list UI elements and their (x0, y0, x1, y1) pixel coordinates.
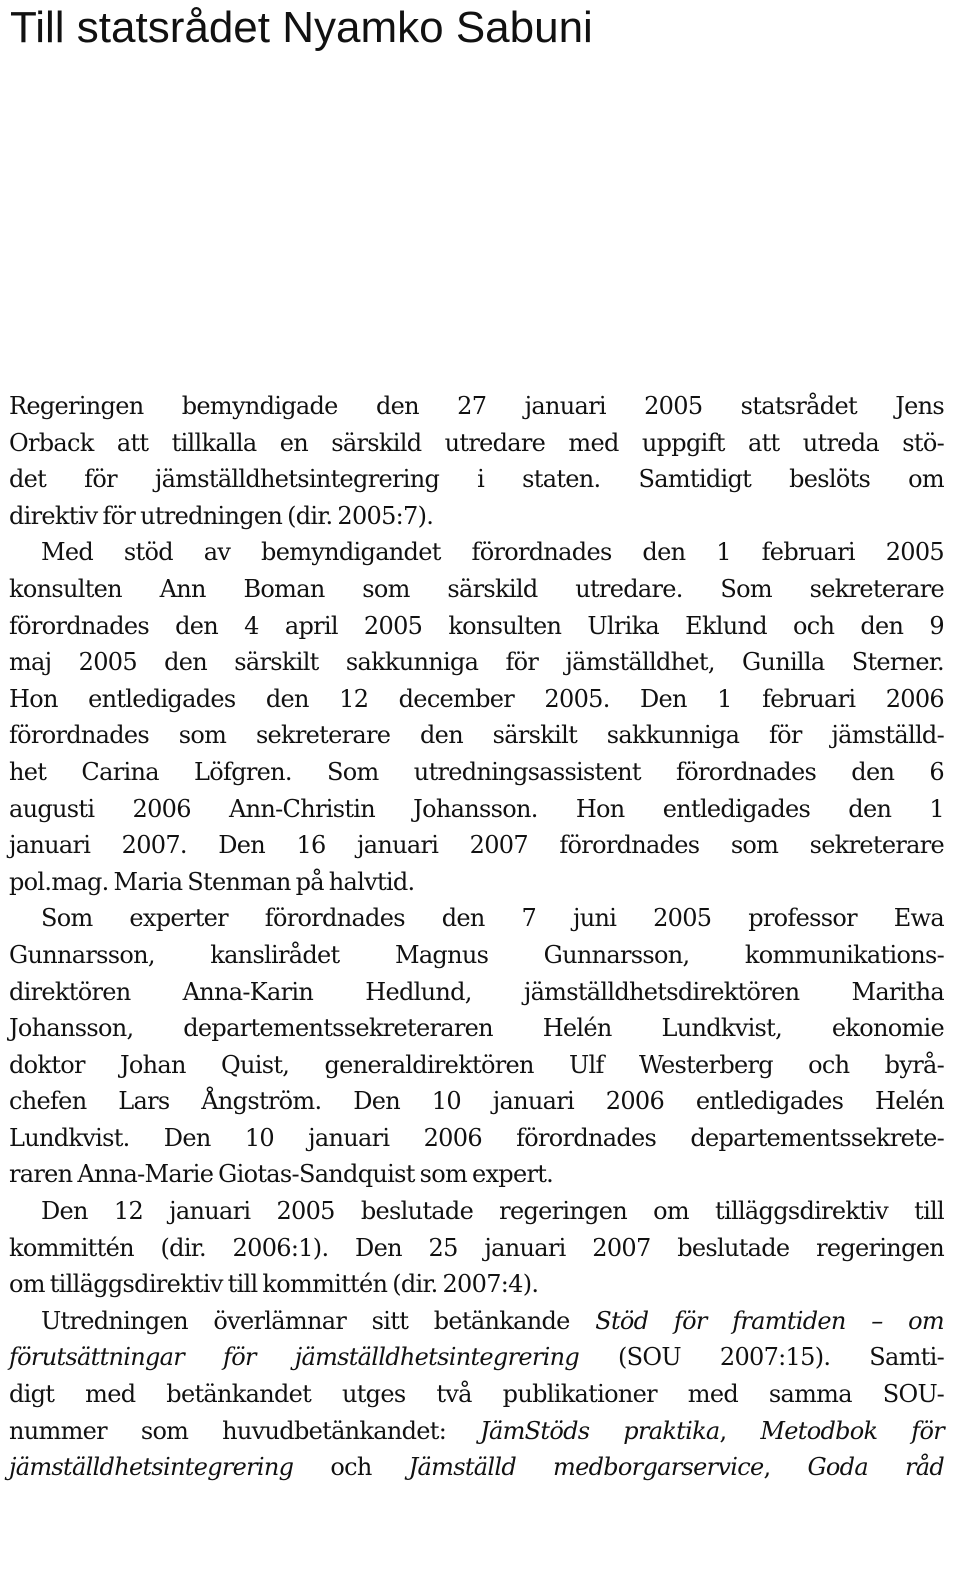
text-line: Med stöd av bemyndigandet förordnades den 1 februari 2005 (41, 538, 944, 567)
text-line: konsulten Ann Boman som särskild utredare. Som sekreterare (9, 574, 944, 603)
report-title-segment: förutsättningar för jämställdhetsintegrering (9, 1343, 580, 1372)
text-line: det för jämställdhetsintegrering i staten. Samtidigt beslöts om (9, 465, 944, 494)
text-line (9, 1413, 944, 1450)
text-line: Gunnarsson, kanslirådet Magnus Gunnarsson, kommunikations- (9, 940, 944, 969)
text-line: direktiv för utredningen (dir. 2005:7). (9, 501, 434, 530)
paragraph-appointment-mandate (9, 388, 944, 534)
text-line: direktören Anna-Karin Hedlund, jämställdhetsdirektören Maritha (9, 977, 944, 1006)
text-line: förordnades den 4 april 2005 konsulten Ulrika Eklund och den 9 (9, 611, 944, 640)
publication-title: Metodbok för (760, 1416, 945, 1445)
text-line: pol.mag. Maria Stenman på halvtid. (9, 867, 415, 896)
text-segment: och (293, 1453, 409, 1482)
text-line: chefen Lars Ångström. Den 10 januari 2006 entledigades Helén (9, 1087, 944, 1116)
text-segment: nummer som huvudbetänkandet: (9, 1416, 481, 1445)
text-line: Den 12 januari 2005 beslutade regeringen om tilläggsdirektiv till (41, 1197, 944, 1226)
text-line: Som experter förordnades den 7 juni 2005 professor Ewa (41, 904, 944, 933)
text-line: januari 2007. Den 16 januari 2007 förordnades som sekreterare (9, 831, 944, 860)
paragraph-report-submission (9, 1303, 944, 1486)
text-line: het Carina Löfgren. Som utredningsassistent förordnades den 6 (9, 757, 944, 786)
paragraph-staff-appointments (9, 534, 944, 900)
publication-title: JämStöds praktika (480, 1416, 720, 1445)
report-title-segment: Stöd för framtiden – om (595, 1306, 944, 1335)
publication-title: Jämställd medborgarservice (408, 1453, 764, 1482)
text-line: Hon entledigades den 12 december 2005. Den 1 februari 2006 (9, 684, 944, 713)
paragraph-experts (9, 900, 944, 1193)
document-body (9, 388, 944, 1486)
publication-title: jämställdhetsintegrering (9, 1453, 294, 1482)
text-line (9, 1339, 944, 1376)
text-line: om tilläggsdirektiv till kommittén (dir. 2007:4). (9, 1270, 539, 1299)
page-title: Till statsrådet Nyamko Sabuni (10, 3, 593, 52)
text-line: Lundkvist. Den 10 januari 2006 förordnades departementssekrete- (9, 1123, 944, 1152)
text-line: Regeringen bemyndigade den 27 januari 2005 statsrådet Jens (9, 392, 944, 420)
text-segment: Utredningen överlämnar sitt betänkande (41, 1306, 596, 1335)
text-segment: (SOU 2007:15). Samti- (579, 1343, 945, 1372)
text-line: maj 2005 den särskilt sakkunniga för jämställdhet, Gunilla Sterner. (9, 648, 944, 677)
text-line: Orback att tillkalla en särskild utredare med uppgift att utreda stö- (9, 428, 944, 457)
text-line: digt med betänkandet utges två publikationer med samma SOU- (9, 1380, 944, 1409)
text-segment: , (763, 1453, 808, 1482)
text-line: raren Anna-Marie Giotas-Sandquist som expert. (9, 1160, 554, 1189)
text-line: augusti 2006 Ann-Christin Johansson. Hon entledigades den 1 (9, 794, 944, 823)
text-line: doktor Johan Quist, generaldirektören Ulf Westerberg och byrå- (9, 1050, 944, 1079)
paragraph-supplementary-directives (9, 1193, 944, 1303)
publication-title: Goda råd (807, 1453, 945, 1482)
text-line: Johansson, departementssekreteraren Helén Lundkvist, ekonomie (9, 1014, 944, 1043)
text-line: förordnades som sekreterare den särskilt sakkunniga för jämställd- (9, 721, 944, 750)
text-line (9, 1449, 944, 1486)
text-segment: , (719, 1416, 761, 1445)
text-line: kommittén (dir. 2006:1). Den 25 januari 2007 beslutade regeringen (9, 1233, 944, 1262)
text-line (9, 1303, 944, 1340)
